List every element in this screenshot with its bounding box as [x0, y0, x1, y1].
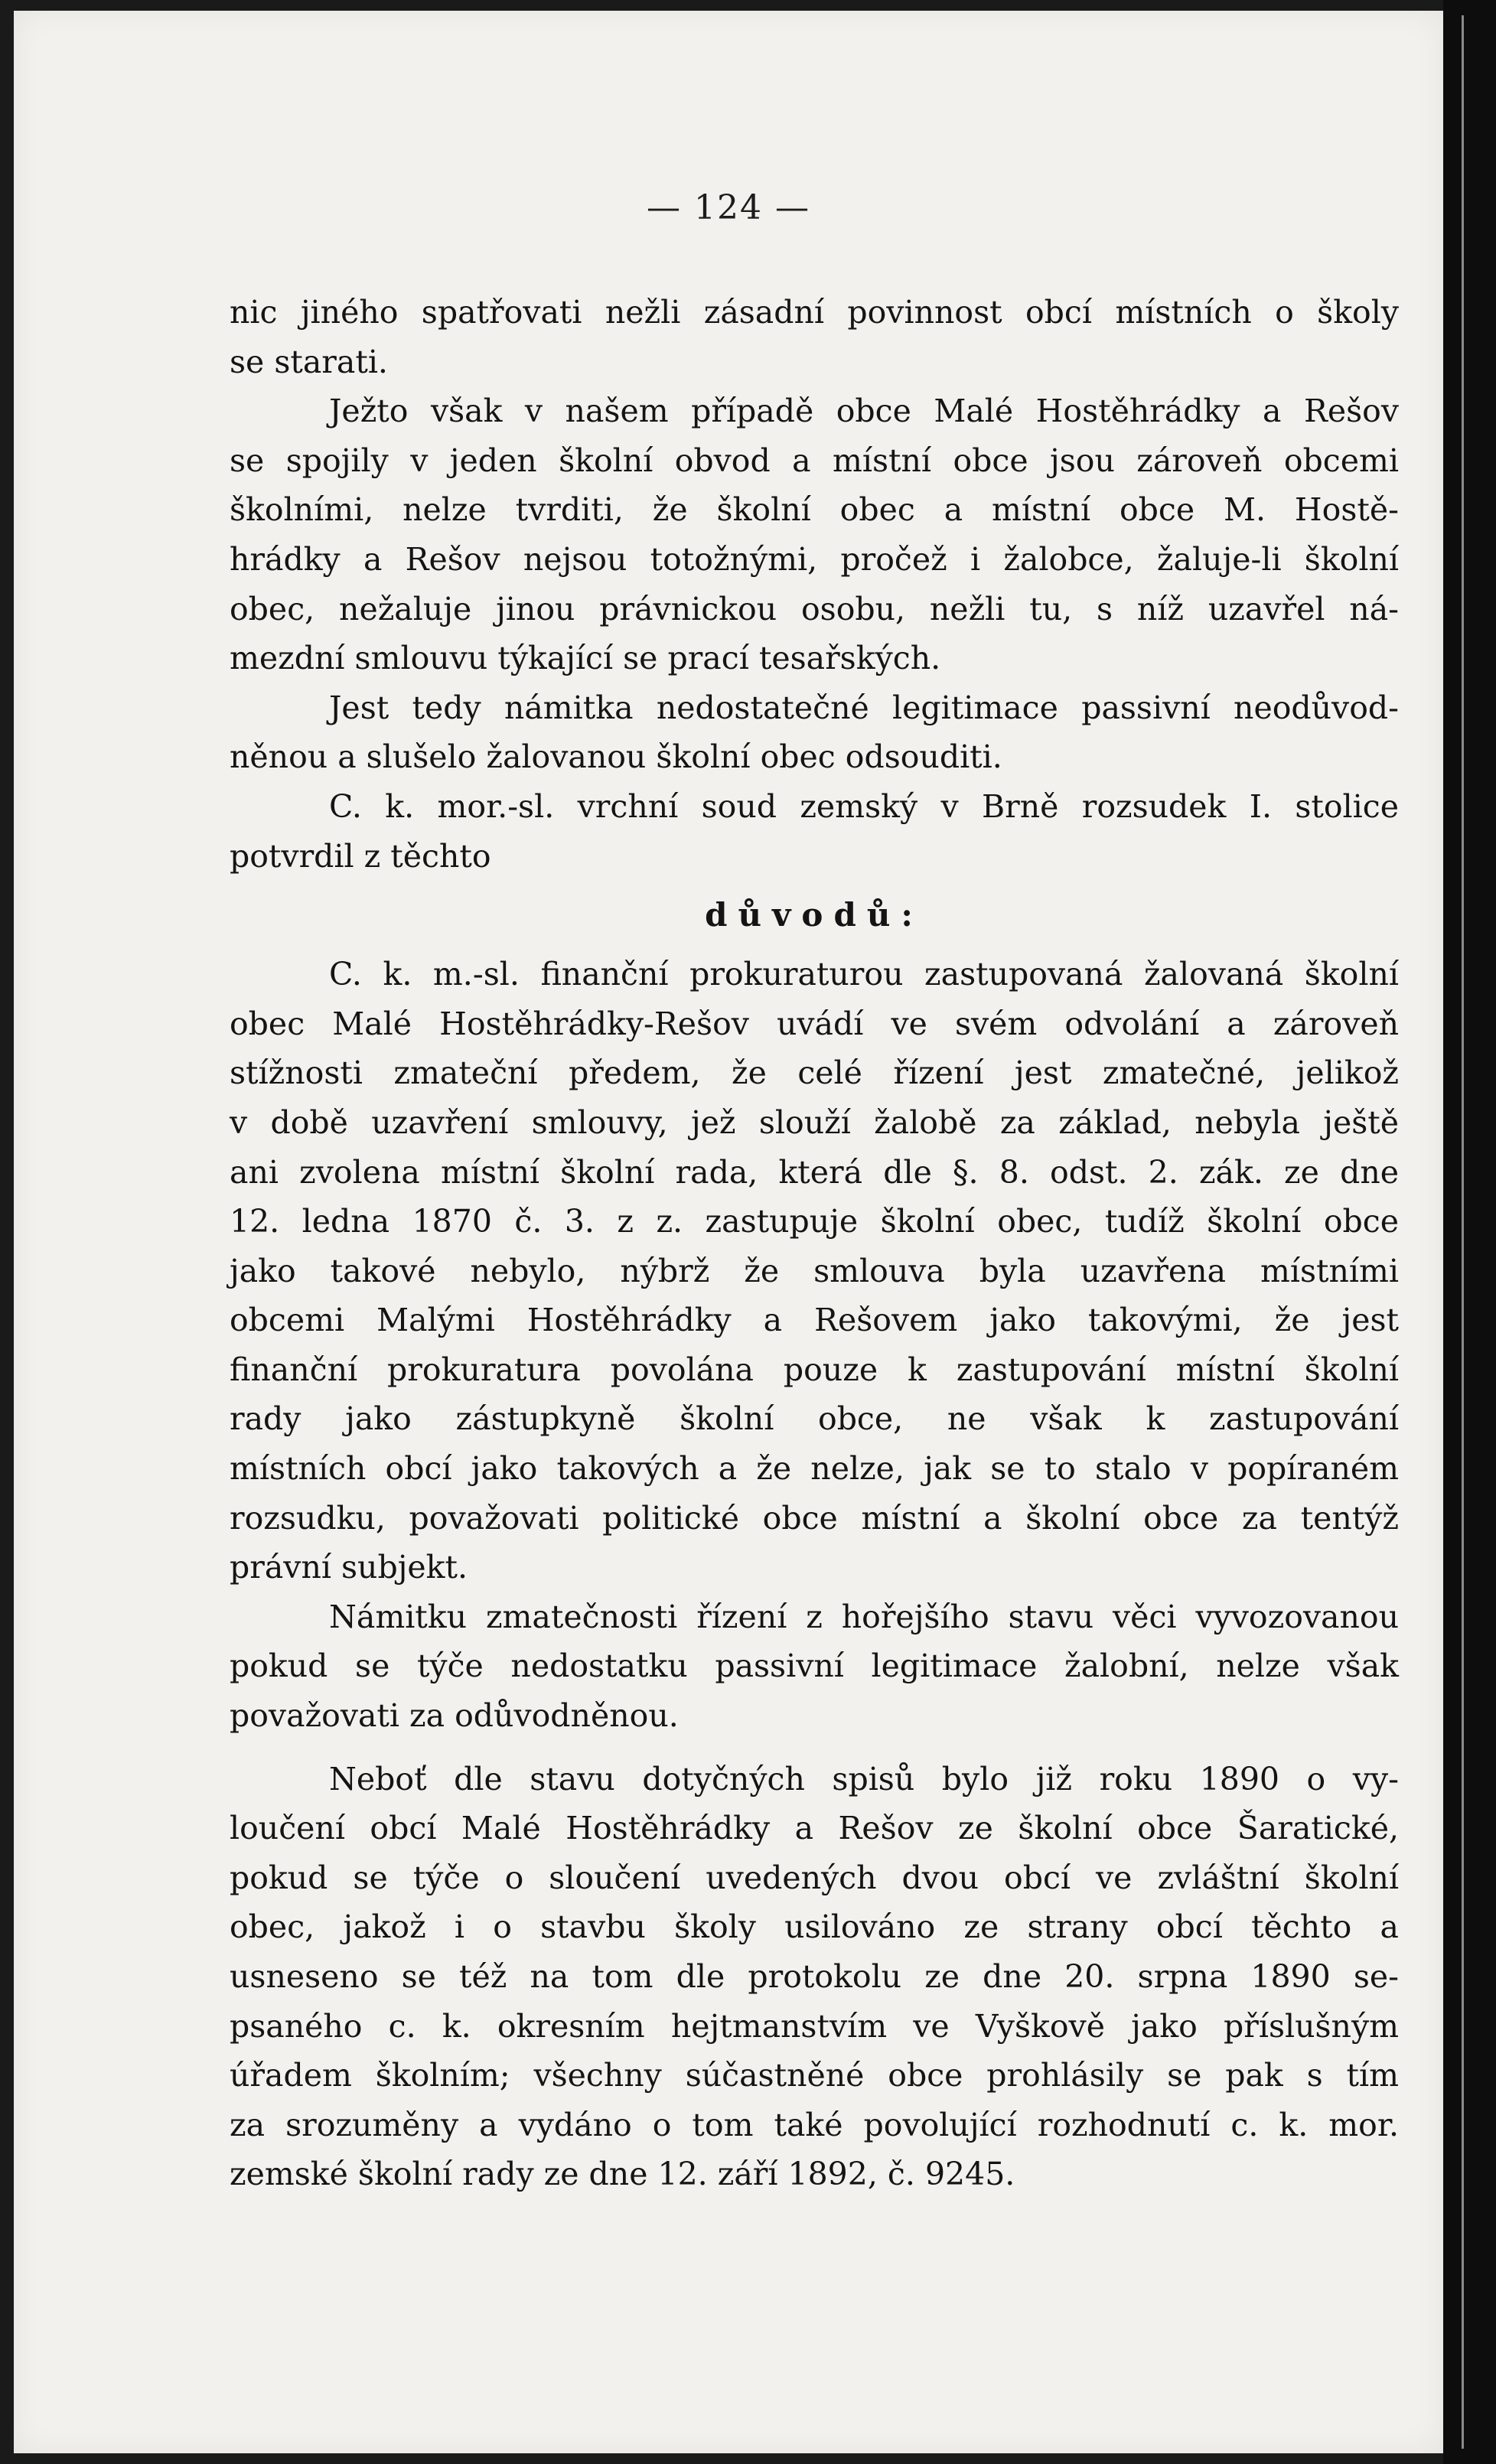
text-line: stížnosti zmateční předem, že celé řízení jest zmatečné, jelikož — [230, 1054, 1399, 1092]
text-line: Neboť dle stavu dotyčných spisů bylo již roku 1890 o vy- — [329, 1760, 1399, 1797]
paragraph-3 — [230, 683, 1399, 782]
text-line: školními, nelze tvrditi, že školní obec a místní obce M. Hostě- — [230, 491, 1399, 529]
text-line: obec Malé Hostěhrádky-Rešov uvádí ve svém odvolání a zároveň — [230, 1005, 1399, 1042]
text-line: loučení obcí Malé Hostěhrádky a Rešov ze školní obce Šaratické, — [230, 1810, 1399, 1847]
text-line: v době uzavření smlouvy, jež slouží žalobě za základ, nebyla ještě — [230, 1103, 1399, 1141]
text-line: Jest tedy námitka nedostatečné legitimace passivní neodůvod- — [329, 689, 1399, 726]
text-line: nic jiného spatřovati nežli zásadní povinnost obcí místních o školy — [230, 294, 1399, 331]
scan-edge-line — [1462, 15, 1464, 2449]
text-line: C. k. m.-sl. finanční prokuraturou zastupovaná žalovaná školní — [329, 956, 1399, 993]
text-line: Námitku zmatečnosti řízení z hořejšího stavu věci vyvozovanou — [329, 1598, 1399, 1635]
text-line: jako takové nebylo, nýbrž že smlouva byla uzavřena místními — [230, 1252, 1399, 1289]
text-line: ani zvolena místní školní rada, která dle §. 8. odst. 2. zák. ze dne — [230, 1153, 1399, 1191]
text-line: se spojily v jeden školní obvod a místní obce jsou zároveň obcemi — [230, 442, 1399, 479]
paragraph-2 — [230, 386, 1399, 683]
text-line: finanční prokuratura povolána pouze k zastupování místní školní — [230, 1351, 1399, 1388]
text-line: hrádky a Rešov nejsou totožnými, pročež i žalobce, žaluje-li školní — [230, 540, 1399, 578]
section-heading: důvodů: — [705, 896, 924, 934]
paragraph-5 — [230, 950, 1399, 1592]
paragraph-4 — [230, 782, 1399, 881]
text-line: C. k. mor.-sl. vrchní soud zemský v Brně rozsudek I. stolice — [329, 787, 1399, 825]
text-line: obec, jakož i o stavbu školy usilováno ze strany obcí těchto a — [230, 1908, 1399, 1946]
text-line: za srozuměny a vydáno o tom také povolující rozhodnutí c. k. mor. — [230, 2106, 1399, 2143]
text-line: mezdní smlouvu týkající se prací tesařských. — [230, 640, 941, 677]
text-line: potvrdil z těchto — [230, 837, 491, 875]
text-line: rozsudku, považovati politické obce místní a školní obce za tentýž — [230, 1499, 1399, 1537]
text-line: psaného c. k. okresním hejtmanstvím ve Vyškově jako příslušným — [230, 2007, 1399, 2045]
text-line: místních obcí jako takových a že nelze, jak se to stalo v popíraném — [230, 1450, 1399, 1488]
text-line: 12. ledna 1870 č. 3. z z. zastupuje školní obec, tudíž školní obce — [230, 1203, 1399, 1240]
text-line: zemské školní rady ze dne 12. září 1892, č. 9245. — [230, 2156, 1015, 2193]
text-line: úřadem školním; všechny súčastněné obce prohlásily se pak s tím — [230, 2057, 1399, 2094]
text-line: obcemi Malými Hostěhrádky a Rešovem jako takovými, že jest — [230, 1302, 1399, 1339]
paragraph-6 — [230, 1592, 1399, 1741]
text-line: rady jako zástupkyně školní obce, ne však k zastupování — [230, 1400, 1399, 1438]
text-line: usneseno se též na tom dle protokolu ze dne 20. srpna 1890 se- — [230, 1958, 1399, 1995]
text-line: něnou a slušelo žalovanou školní obec odsouditi. — [230, 738, 1002, 776]
paragraph-7 — [230, 1755, 1399, 2199]
page-number: — 124 — — [647, 188, 810, 227]
text-line: Ježto však v našem případě obce Malé Hostěhrádky a Rešov — [329, 393, 1399, 430]
text-line: pokud se týče o sloučení uvedených dvou obcí ve zvláštní školní — [230, 1859, 1399, 1896]
paragraph-1 — [230, 288, 1399, 386]
text-line: právní subjekt. — [230, 1549, 468, 1586]
text-line: považovati za odůvodněnou. — [230, 1697, 679, 1735]
text-line: se starati. — [230, 343, 388, 380]
text-line: obec, nežaluje jinou právnickou osobu, nežli tu, s níž uzavřel ná- — [230, 590, 1399, 627]
book-page — [14, 11, 1443, 2453]
text-line: pokud se týče nedostatku passivní legitimace žalobní, nelze však — [230, 1648, 1399, 1685]
body-text — [230, 288, 1399, 2199]
scan-edge — [1443, 0, 1496, 2464]
